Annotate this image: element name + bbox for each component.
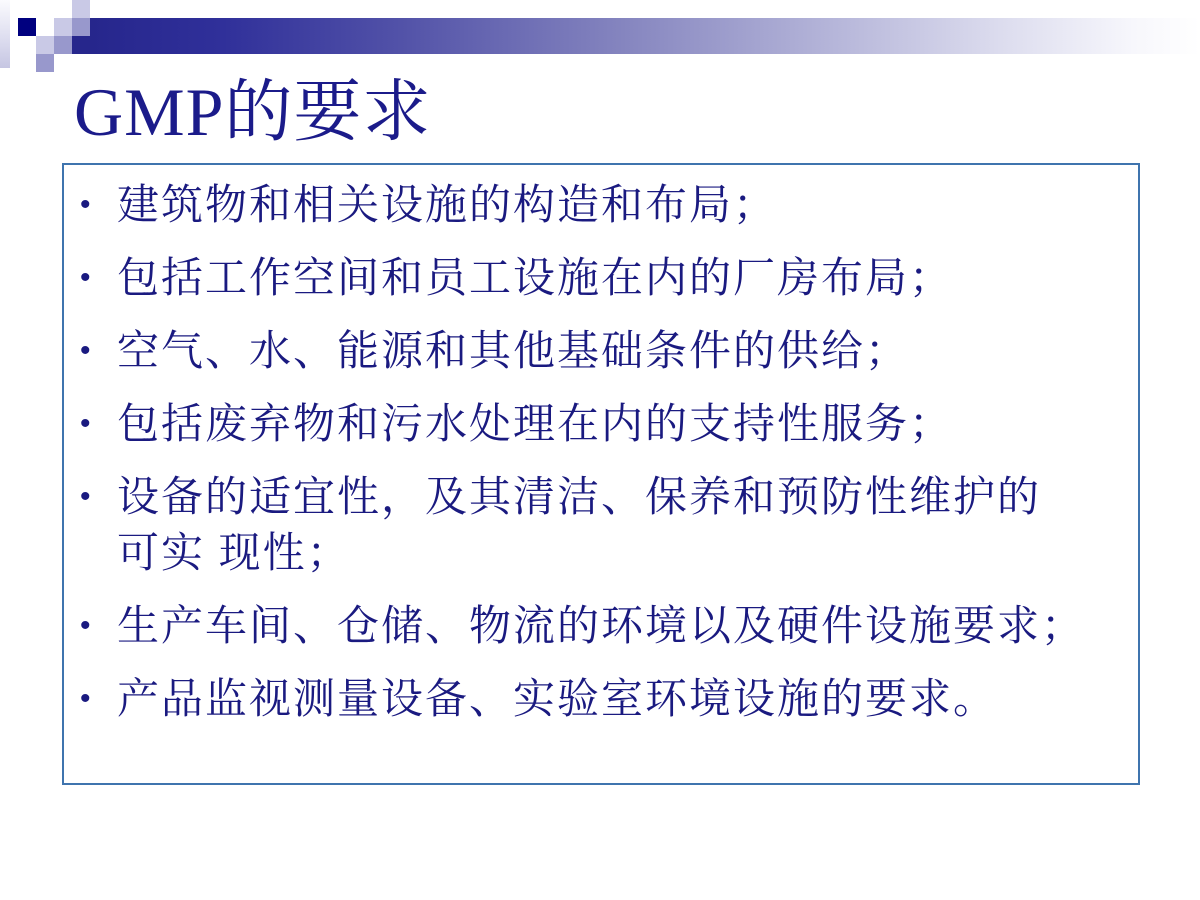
- deco-square-periwinkle: [54, 36, 72, 54]
- bullet-text: 产品监视测量设备、实验室环境设施的要求。: [117, 675, 998, 722]
- bullet-dot-icon: •: [80, 407, 91, 440]
- bullet-text: 空气、水、能源和其他基础条件的供给；: [117, 327, 910, 374]
- bullet-text: 设备的适宜性，及其清洁、保养和预防性维护的: [117, 473, 1042, 520]
- deco-square-periwinkle: [36, 54, 54, 72]
- bullet-text: 包括工作空间和员工设施在内的厂房布局；: [117, 254, 954, 301]
- bullet-item: [64, 396, 1138, 452]
- deco-square-lavender: [54, 18, 72, 36]
- deco-square-periwinkle: [72, 18, 90, 36]
- bullet-text: 可实 现性；: [117, 529, 351, 576]
- bullet-item: [64, 469, 1138, 581]
- deco-square-lavender: [72, 0, 90, 18]
- bullet-dot-icon: •: [80, 480, 91, 513]
- bullet-text: 生产车间、仓储、物流的环境以及硬件设施要求；: [117, 602, 1086, 649]
- slide-title: GMP的要求: [74, 74, 432, 150]
- bullet-item: [64, 250, 1138, 306]
- bullet-dot-icon: •: [80, 261, 91, 294]
- bullet-item: [64, 671, 1138, 727]
- bullet-dot-icon: •: [80, 682, 91, 715]
- bullet-text: 包括废弃物和污水处理在内的支持性服务；: [117, 400, 954, 447]
- corner-gradient-strip: [0, 0, 10, 68]
- bullet-dot-icon: •: [80, 609, 91, 642]
- content-box: [62, 163, 1140, 785]
- header-decoration: [0, 0, 1200, 80]
- deco-square-lavender: [36, 36, 54, 54]
- bullet-dot-icon: •: [80, 334, 91, 367]
- bullet-list: [64, 165, 1138, 727]
- deco-square-navy: [72, 36, 90, 54]
- bullet-dot-icon: •: [80, 188, 91, 221]
- title-bar-gradient: [90, 18, 1200, 54]
- bullet-item: [64, 598, 1138, 654]
- bullet-text: 建筑物和相关设施的构造和布局；: [117, 181, 778, 228]
- deco-square-navy: [18, 18, 36, 36]
- bullet-item: [64, 177, 1138, 233]
- bullet-item: [64, 323, 1138, 379]
